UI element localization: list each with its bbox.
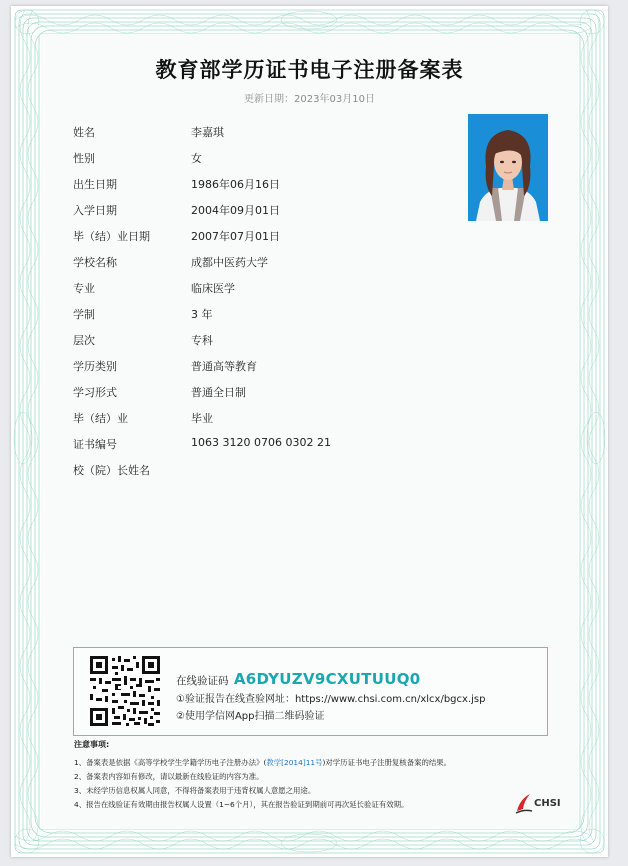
note-1-text-end: )对学历证书电子注册复核备案的结果。 (322, 758, 452, 767)
note-3: 3、未经学历信息权属人同意，不得将备案表用于违背权属人意愿之用途。 (74, 786, 316, 795)
field-label: 学习形式 (73, 386, 117, 399)
field-value: 临床医学 (191, 282, 235, 295)
field-value: 专科 (191, 334, 213, 347)
page-title: 教育部学历证书电子注册备案表 (155, 58, 464, 82)
field-value: 李嘉琪 (191, 126, 224, 139)
note-1 (74, 756, 554, 770)
field-label: 出生日期 (73, 178, 117, 191)
field-label: 证书编号 (73, 438, 117, 451)
field-value: 女 (191, 152, 202, 165)
verification-code-line (176, 670, 421, 688)
field-value: 2007年07月01日 (191, 230, 280, 243)
notes-title: 注意事项: (74, 740, 110, 749)
verification-url-line[interactable]: ①验证报告在线查验网址：https://www.chsi.com.cn/xlcx/bgcx.jsp (176, 694, 486, 705)
id-photo (468, 114, 548, 221)
note-2: 2、备案表内容如有修改，请以最新在线验证的内容为准。 (74, 772, 264, 781)
verification-app-line: ②使用学信网App扫描二维码验证 (176, 711, 325, 722)
registration-sheet (11, 6, 608, 857)
chsi-swoosh-icon (514, 791, 534, 815)
field-value: 2004年09月01日 (191, 204, 280, 217)
qr-code-icon[interactable] (90, 656, 160, 726)
chsi-logo-text: CHSI (534, 798, 561, 809)
field-label: 学历类别 (73, 360, 117, 373)
verification-code-label: 在线验证码 (176, 675, 229, 687)
field-value: 1063 3120 0706 0302 21 (191, 436, 331, 449)
chsi-logo (514, 791, 574, 815)
field-label: 校（院）长姓名 (73, 464, 150, 477)
field-label: 层次 (73, 334, 95, 347)
regulation-link[interactable]: 教学[2014]11号 (266, 758, 323, 767)
verification-panel (73, 647, 548, 736)
field-label: 毕（结）业日期 (73, 230, 150, 243)
field-label: 毕（结）业 (73, 412, 128, 425)
field-value: 1986年06月16日 (191, 178, 280, 191)
field-label: 学校名称 (73, 256, 117, 269)
field-value: 普通全日制 (191, 386, 246, 399)
update-date: 更新日期：2023年03月10日 (244, 94, 375, 105)
field-label: 姓名 (73, 126, 95, 139)
field-label: 专业 (73, 282, 95, 295)
field-value: 普通高等教育 (191, 360, 257, 373)
field-label: 学制 (73, 308, 95, 321)
note-1-text-start: 1、备案表是依据《高等学校学生学籍学历电子注册办法》( (74, 758, 267, 767)
notes-section (74, 739, 554, 812)
note-4: 4、报告在线验证有效期由报告权属人设置（1~6个月），其在报告验证到期前可再次延长验证有效期。 (74, 800, 409, 809)
field-label: 性别 (73, 152, 95, 165)
verification-code: A6DYUZV9CXUTUUQ0 (233, 670, 421, 688)
field-value: 成都中医药大学 (191, 256, 268, 269)
field-value: 3 年 (191, 308, 213, 321)
field-label: 入学日期 (73, 204, 117, 217)
field-value: 毕业 (191, 412, 213, 425)
